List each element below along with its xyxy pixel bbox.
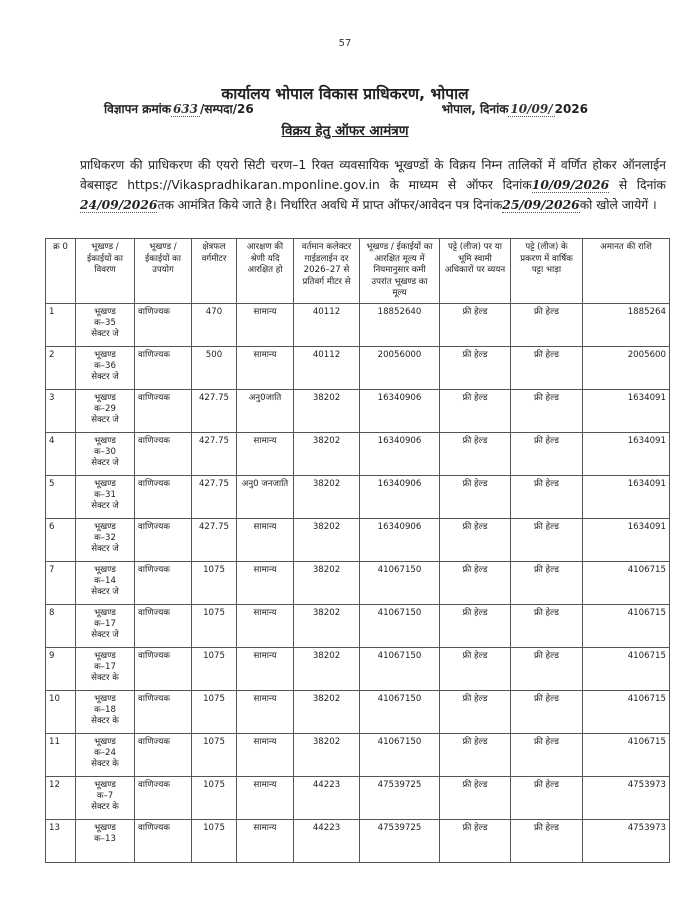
plot-line: क–30	[94, 446, 116, 457]
header-sno: क्र 0	[46, 239, 76, 304]
tenure-cell: फ्री हेल्ड	[440, 389, 511, 432]
plot-cell	[76, 475, 135, 518]
plot-cell	[76, 690, 135, 733]
area-cell: 1075	[192, 776, 237, 819]
plot-line: सेक्टर जे	[91, 414, 119, 425]
para-part-5: को खोले जायेगें ।	[579, 198, 657, 212]
table-header-row	[46, 239, 670, 304]
sno-cell: 13	[46, 819, 76, 862]
tenure-cell: फ्री हेल्ड	[440, 346, 511, 389]
plot-line: क–7	[96, 790, 114, 801]
plots-table	[45, 238, 670, 863]
date-year: 2026	[554, 102, 588, 116]
area-cell: 427.75	[192, 389, 237, 432]
organization-title: कार्यालय भोपाल विकास प्राधिकरण, भोपाल	[221, 85, 469, 103]
lease-cell: फ्री हेल्ड	[511, 561, 583, 604]
value-cell: 18852640	[360, 303, 440, 346]
notice-paragraph	[80, 155, 666, 215]
lease-cell: फ्री हेल्ड	[511, 690, 583, 733]
lease-cell: फ्री हेल्ड	[511, 432, 583, 475]
deposit-cell: 1885264	[583, 303, 670, 346]
plot-line: सेक्टर जे	[91, 371, 119, 382]
header-plot-description: भूखण्ड / ईकाईयों का विवरण	[76, 239, 135, 304]
notice-heading: विक्रय हेतु ऑफर आमंत्रण	[281, 123, 409, 139]
tenure-cell: फ्री हेल्ड	[440, 518, 511, 561]
rate-cell: 38202	[294, 690, 360, 733]
rate-cell: 38202	[294, 733, 360, 776]
area-cell: 1075	[192, 690, 237, 733]
ref-suffix: /सम्पदा/26	[200, 102, 254, 116]
table-row	[46, 518, 670, 561]
deposit-cell: 1634091	[583, 518, 670, 561]
reservation-cell: अनु0 जनजाति	[237, 475, 294, 518]
table-row	[46, 819, 670, 862]
header-lease-rent: पट्टे (लीज) के प्रकरण में वार्षिक पट्टा भाड़ा	[511, 239, 583, 304]
sno-cell: 9	[46, 647, 76, 690]
reservation-cell: सामान्य	[237, 303, 294, 346]
plot-line: भूखण्ड	[94, 478, 116, 489]
lease-cell: फ्री हेल्ड	[511, 819, 583, 862]
use-cell: वाणिज्यक	[135, 561, 192, 604]
deposit-cell: 1634091	[583, 389, 670, 432]
ref-number: 633	[172, 102, 199, 116]
value-cell: 16340906	[360, 475, 440, 518]
area-cell: 500	[192, 346, 237, 389]
rate-cell: 38202	[294, 475, 360, 518]
reservation-cell: अनु0जाति	[237, 389, 294, 432]
area-cell: 1075	[192, 604, 237, 647]
plot-line: क–17	[94, 661, 116, 672]
rate-cell: 40112	[294, 346, 360, 389]
value-cell: 47539725	[360, 819, 440, 862]
plot-line: भूखण्ड	[94, 521, 116, 532]
sno-cell: 3	[46, 389, 76, 432]
lease-cell: फ्री हेल्ड	[511, 647, 583, 690]
table-row	[46, 475, 670, 518]
area-cell: 427.75	[192, 518, 237, 561]
header-tenure: पट्टे (लीज) पर या भूमि स्वामी अधिकारों पर व्ययन	[440, 239, 511, 304]
header-deposit: अमानत की राशि	[583, 239, 670, 304]
plot-line: सेक्टर जे	[91, 457, 119, 468]
reservation-cell: सामान्य	[237, 561, 294, 604]
date-handwritten: 10/09/	[510, 102, 553, 116]
plot-line: भूखण्ड	[94, 693, 116, 704]
value-cell: 41067150	[360, 561, 440, 604]
deposit-cell: 4106715	[583, 647, 670, 690]
tenure-cell: फ्री हेल्ड	[440, 432, 511, 475]
plot-line: क–35	[94, 317, 116, 328]
sno-cell: 6	[46, 518, 76, 561]
use-cell: वाणिज्यक	[135, 647, 192, 690]
rate-cell: 38202	[294, 647, 360, 690]
reservation-cell: सामान्य	[237, 776, 294, 819]
rate-cell: 38202	[294, 432, 360, 475]
plot-line: सेक्टर जे	[91, 328, 119, 339]
tenure-cell: फ्री हेल्ड	[440, 733, 511, 776]
plot-line: भूखण्ड	[94, 822, 116, 833]
plot-line: भूखण्ड	[94, 779, 116, 790]
value-cell: 16340906	[360, 389, 440, 432]
deposit-cell: 1634091	[583, 475, 670, 518]
plot-line: भूखण्ड	[94, 607, 116, 618]
deposit-cell: 4106715	[583, 604, 670, 647]
area-cell: 1075	[192, 819, 237, 862]
plot-cell	[76, 604, 135, 647]
header-plot-use: भूखण्ड / ईकाईयों का उपयोग	[135, 239, 192, 304]
sno-cell: 1	[46, 303, 76, 346]
rate-cell: 44223	[294, 819, 360, 862]
sno-cell: 11	[46, 733, 76, 776]
table-row	[46, 432, 670, 475]
plot-line: क–31	[94, 489, 116, 500]
rate-cell: 38202	[294, 561, 360, 604]
area-cell: 470	[192, 303, 237, 346]
use-cell: वाणिज्यक	[135, 346, 192, 389]
ref-prefix: विज्ञापन क्रमांक	[104, 102, 171, 116]
table-row	[46, 303, 670, 346]
advertisement-reference	[104, 100, 254, 117]
plot-cell	[76, 561, 135, 604]
lease-cell: फ्री हेल्ड	[511, 776, 583, 819]
reservation-cell: सामान्य	[237, 647, 294, 690]
tenure-cell: फ्री हेल्ड	[440, 475, 511, 518]
use-cell: वाणिज्यक	[135, 432, 192, 475]
use-cell: वाणिज्यक	[135, 518, 192, 561]
area-cell: 1075	[192, 561, 237, 604]
plot-cell	[76, 776, 135, 819]
use-cell: वाणिज्यक	[135, 690, 192, 733]
plot-line: भूखण्ड	[94, 435, 116, 446]
value-cell: 16340906	[360, 432, 440, 475]
lease-cell: फ्री हेल्ड	[511, 733, 583, 776]
plot-line: भूखण्ड	[94, 736, 116, 747]
plot-line: क–14	[94, 575, 116, 586]
deposit-cell: 2005600	[583, 346, 670, 389]
tenure-cell: फ्री हेल्ड	[440, 776, 511, 819]
plot-cell	[76, 647, 135, 690]
para-part-4: तक आमंत्रित किये जाते है। निर्धारित अवधि में प्राप्त ऑफर/आवेदन पत्र दिनांक	[157, 198, 503, 212]
reservation-cell: सामान्य	[237, 432, 294, 475]
use-cell: वाणिज्यक	[135, 733, 192, 776]
area-cell: 1075	[192, 733, 237, 776]
use-cell: वाणिज्यक	[135, 303, 192, 346]
rate-cell: 38202	[294, 518, 360, 561]
reservation-cell: सामान्य	[237, 819, 294, 862]
reservation-cell: सामान्य	[237, 346, 294, 389]
sno-cell: 5	[46, 475, 76, 518]
use-cell: वाणिज्यक	[135, 776, 192, 819]
plot-line: सेक्टर के	[91, 758, 119, 769]
plot-line: सेक्टर जे	[91, 629, 119, 640]
table-row	[46, 389, 670, 432]
tenure-cell: फ्री हेल्ड	[440, 690, 511, 733]
table-row	[46, 561, 670, 604]
sno-cell: 12	[46, 776, 76, 819]
plot-cell	[76, 346, 135, 389]
value-cell: 16340906	[360, 518, 440, 561]
date-prefix: भोपाल, दिनांक	[441, 102, 509, 116]
tenure-cell: फ्री हेल्ड	[440, 819, 511, 862]
plot-line: क–17	[94, 618, 116, 629]
plot-cell	[76, 432, 135, 475]
lease-cell: फ्री हेल्ड	[511, 604, 583, 647]
deposit-cell: 4753973	[583, 819, 670, 862]
rate-cell: 40112	[294, 303, 360, 346]
value-cell: 41067150	[360, 604, 440, 647]
use-cell: वाणिज्यक	[135, 819, 192, 862]
plot-line: सेक्टर जे	[91, 586, 119, 597]
table-row	[46, 690, 670, 733]
plot-line: सेक्टर के	[91, 672, 119, 683]
rate-cell: 44223	[294, 776, 360, 819]
offer-end-date: 24/09/2026	[80, 197, 158, 212]
table-row	[46, 733, 670, 776]
plot-line: सेक्टर के	[91, 715, 119, 726]
deposit-cell: 4106715	[583, 690, 670, 733]
plot-line: सेक्टर के	[91, 801, 119, 812]
para-part-1: प्राधिकरण की प्राधिकरण की एयरो सिटी चरण–1 रिक्त व्यवसायिक भूखण्डों के विक्रय निम्न तालिकों में वर्णित होकर ऑनलाईन वेबसाइट	[80, 158, 666, 192]
para-part-3: से दिनांक	[609, 178, 666, 192]
website-url: https://Vikaspradhikaran.mponline.gov.in	[127, 178, 380, 192]
plot-line: भूखण्ड	[94, 349, 116, 360]
reservation-cell: सामान्य	[237, 733, 294, 776]
offer-start-date: 10/09/2026	[531, 177, 610, 192]
sno-cell: 8	[46, 604, 76, 647]
plot-line: भूखण्ड	[94, 306, 116, 317]
lease-cell: फ्री हेल्ड	[511, 475, 583, 518]
deposit-cell: 4106715	[583, 561, 670, 604]
header-reservation: आरक्षण की श्रेणी यदि आरक्षित हो	[237, 239, 294, 304]
sno-cell: 4	[46, 432, 76, 475]
deposit-cell: 4106715	[583, 733, 670, 776]
para-part-2: के माध्यम से ऑफर दिनांक	[379, 178, 532, 192]
reservation-cell: सामान्य	[237, 604, 294, 647]
header-area: क्षेत्रफल वर्गमीटर	[192, 239, 237, 304]
value-cell: 47539725	[360, 776, 440, 819]
tenure-cell: फ्री हेल्ड	[440, 561, 511, 604]
plot-cell	[76, 518, 135, 561]
value-cell: 20056000	[360, 346, 440, 389]
header-guideline-rate: वर्तमान कलेक्टर गाईडलाईन दर 2026–27 से प्रतिवर्ग मीटर से	[294, 239, 360, 304]
sno-cell: 2	[46, 346, 76, 389]
plot-line: भूखण्ड	[94, 564, 116, 575]
value-cell: 41067150	[360, 690, 440, 733]
plot-cell	[76, 389, 135, 432]
plot-line: क–32	[94, 532, 116, 543]
deposit-cell: 1634091	[583, 432, 670, 475]
value-cell: 41067150	[360, 647, 440, 690]
sno-cell: 7	[46, 561, 76, 604]
tenure-cell: फ्री हेल्ड	[440, 647, 511, 690]
plot-cell	[76, 819, 135, 862]
sno-cell: 10	[46, 690, 76, 733]
deposit-cell: 4753973	[583, 776, 670, 819]
value-cell: 41067150	[360, 733, 440, 776]
table-row	[46, 604, 670, 647]
plot-cell	[76, 303, 135, 346]
area-cell: 427.75	[192, 432, 237, 475]
plot-line: क–24	[94, 747, 116, 758]
plot-line: क–18	[94, 704, 116, 715]
plot-line: सेक्टर जे	[91, 543, 119, 554]
lease-cell: फ्री हेल्ड	[511, 518, 583, 561]
page-number: 57	[338, 38, 352, 49]
header-reserved-value: भूखण्ड / ईकाईयों का आरक्षित मूल्य में नियमानुसार कमी उपरांत भूखण्ड का मूल्य	[360, 239, 440, 304]
tenure-cell: फ्री हेल्ड	[440, 303, 511, 346]
area-cell: 427.75	[192, 475, 237, 518]
lease-cell: फ्री हेल्ड	[511, 303, 583, 346]
lease-cell: फ्री हेल्ड	[511, 389, 583, 432]
issue-date	[442, 100, 588, 117]
rate-cell: 38202	[294, 604, 360, 647]
use-cell: वाणिज्यक	[135, 475, 192, 518]
plot-line: भूखण्ड	[94, 650, 116, 661]
use-cell: वाणिज्यक	[135, 389, 192, 432]
plot-line: क–29	[94, 403, 116, 414]
reservation-cell: सामान्य	[237, 690, 294, 733]
plot-cell	[76, 733, 135, 776]
plot-line: क–36	[94, 360, 116, 371]
reservation-cell: सामान्य	[237, 518, 294, 561]
table-row	[46, 647, 670, 690]
rate-cell: 38202	[294, 389, 360, 432]
opening-date: 25/09/2026	[502, 197, 580, 212]
plot-line: क–13	[94, 833, 116, 844]
plot-line: सेक्टर जे	[91, 500, 119, 511]
use-cell: वाणिज्यक	[135, 604, 192, 647]
lease-cell: फ्री हेल्ड	[511, 346, 583, 389]
area-cell: 1075	[192, 647, 237, 690]
table-row	[46, 346, 670, 389]
table-row	[46, 776, 670, 819]
tenure-cell: फ्री हेल्ड	[440, 604, 511, 647]
plot-line: भूखण्ड	[94, 392, 116, 403]
